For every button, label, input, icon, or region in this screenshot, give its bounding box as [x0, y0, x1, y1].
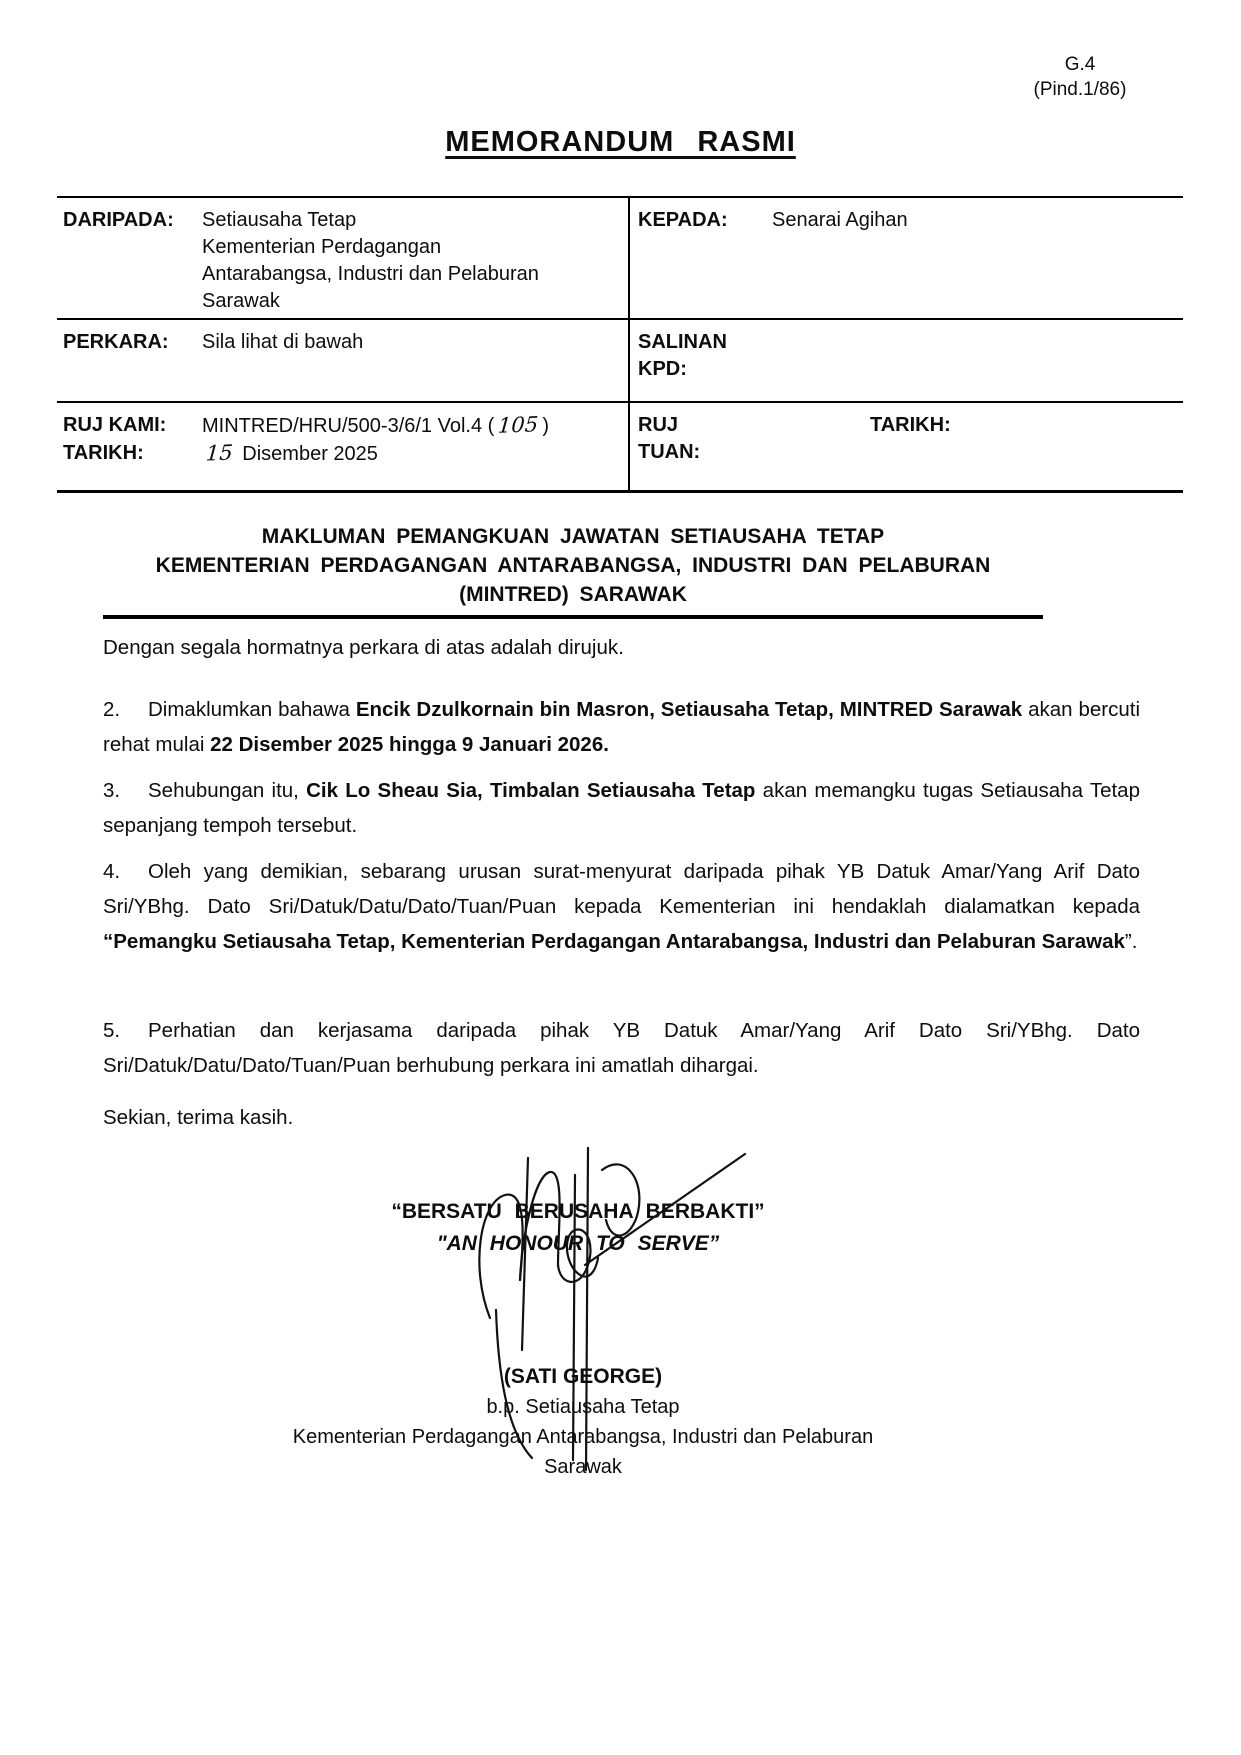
- subject-line-1: MAKLUMAN PEMANGKUAN JAWATAN SETIAUSAHA TETAP: [261, 525, 885, 548]
- paragraph-5: 5. Perhatian dan kerjasama daripada pihak YB Datuk Amar/Yang Arif Dato Sri/YBhg. Dato Sri/Datuk/Datu/Dato/Tuan/Puan berhubung perkara ini amatlah dihargai.: [103, 1013, 1140, 1083]
- ruj-kami-label: RUJ KAMI:: [63, 414, 167, 436]
- signatory-region-line: Sarawak: [544, 1456, 622, 1478]
- paragraph-1: Dengan segala hormatnya perkara di atas adalah dirujuk.: [103, 636, 624, 659]
- paragraph-3: 3. Sehubungan itu, Cik Lo Sheau Sia, Timbalan Setiausaha Tetap akan memangku tugas Setiausaha Tetap sepanjang tempoh tersebut.: [103, 773, 1140, 843]
- kepada-value: Senarai Agihan: [772, 209, 908, 231]
- salinan-label-line2: KPD:: [638, 358, 687, 380]
- tarikh-tuan-label: TARIKH:: [870, 414, 951, 436]
- cell-perkara: [57, 320, 630, 401]
- ruj-kami-value: MINTRED/HRU/500-3/6/1 Vol.4 ( 105 ): [202, 412, 549, 440]
- paragraph-2-number: 2.: [103, 698, 121, 721]
- ruj-tuan-label-line2: TUAN:: [638, 441, 701, 463]
- form-code: G.4: [1064, 54, 1096, 75]
- memo-header-table: [57, 196, 1183, 493]
- kepada-label: KEPADA:: [638, 209, 728, 231]
- daripada-value: Setiausaha Tetap Kementerian Perdagangan Antarabangsa, Industri dan Pelaburan Sarawak: [202, 209, 539, 312]
- signatory-org-line: Kementerian Perdagangan Antarabangsa, Industri dan Pelaburan: [292, 1426, 874, 1448]
- handwritten-day: 15: [205, 440, 234, 466]
- table-row-perkara-salinan: [57, 320, 1183, 403]
- signatory-bp-line: b.p. Setiausaha Tetap: [486, 1396, 680, 1418]
- document-title: MEMORANDUM RASMI: [445, 126, 796, 158]
- closing-line: Sekian, terima kasih.: [103, 1106, 294, 1129]
- cell-ruj-tuan: [630, 403, 1183, 490]
- paragraph-4-number: 4.: [103, 860, 121, 883]
- cell-kepada: [630, 198, 1183, 318]
- subject-line-2: KEMENTERIAN PERDAGANGAN ANTARABANGSA, INDUSTRI DAN PELABURAN: [155, 554, 991, 577]
- tarikh-value: 15 Disember 2025: [202, 440, 378, 468]
- subject-line-3: (MINTRED) SARAWAK: [459, 583, 687, 606]
- signature-block: [63, 1362, 1103, 1482]
- perkara-label: PERKARA:: [63, 331, 169, 353]
- subject-heading: [103, 522, 1043, 619]
- motto-line-1: “BERSATU BERUSAHA BERBAKTI”: [391, 1200, 765, 1223]
- tarikh-label: TARIKH:: [63, 442, 144, 464]
- form-revision: (Pind.1/86): [1033, 79, 1127, 100]
- paragraph-4: 4. Oleh yang demikian, sebarang urusan surat-menyurat daripada pihak YB Datuk Amar/Yang Arif Dato Sri/YBhg. Dato Sri/Datuk/Datu/Dato/Tuan/Puan kepada Kementerian ini hendaklah dialamatkan kepada “Pemangku Setiausaha Tetap, Kementerian Perdagangan Antarabangsa, Industri dan Pelaburan Sarawak”.: [103, 854, 1140, 959]
- cell-ruj-kami-tarikh: [57, 403, 630, 490]
- cell-daripada: [57, 198, 630, 318]
- form-code-block: [1015, 52, 1145, 102]
- paragraph-5-number: 5.: [103, 1019, 121, 1042]
- signatory-name: (SATI GEORGE): [503, 1365, 663, 1388]
- handwritten-ref-number: 105: [497, 412, 540, 438]
- cell-salinan-kpd: [630, 320, 1183, 401]
- table-row-ruj-tarikh: [57, 403, 1183, 490]
- paragraph-2: 2. Dimaklumkan bahawa Encik Dzulkornain bin Masron, Setiausaha Tetap, MINTRED Sarawak akan bercuti rehat mulai 22 Disember 2025 hingga 9 Januari 2026.: [103, 692, 1140, 762]
- ruj-tuan-label-line1: RUJ: [638, 414, 679, 436]
- perkara-value: Sila lihat di bawah: [202, 331, 364, 353]
- daripada-label: DARIPADA:: [63, 209, 174, 231]
- paragraph-3-number: 3.: [103, 779, 121, 802]
- motto-line-2: "AN HONOUR TO SERVE”: [436, 1232, 720, 1255]
- table-row-daripada-kepada: [57, 198, 1183, 320]
- salinan-label-line1: SALINAN: [638, 331, 727, 353]
